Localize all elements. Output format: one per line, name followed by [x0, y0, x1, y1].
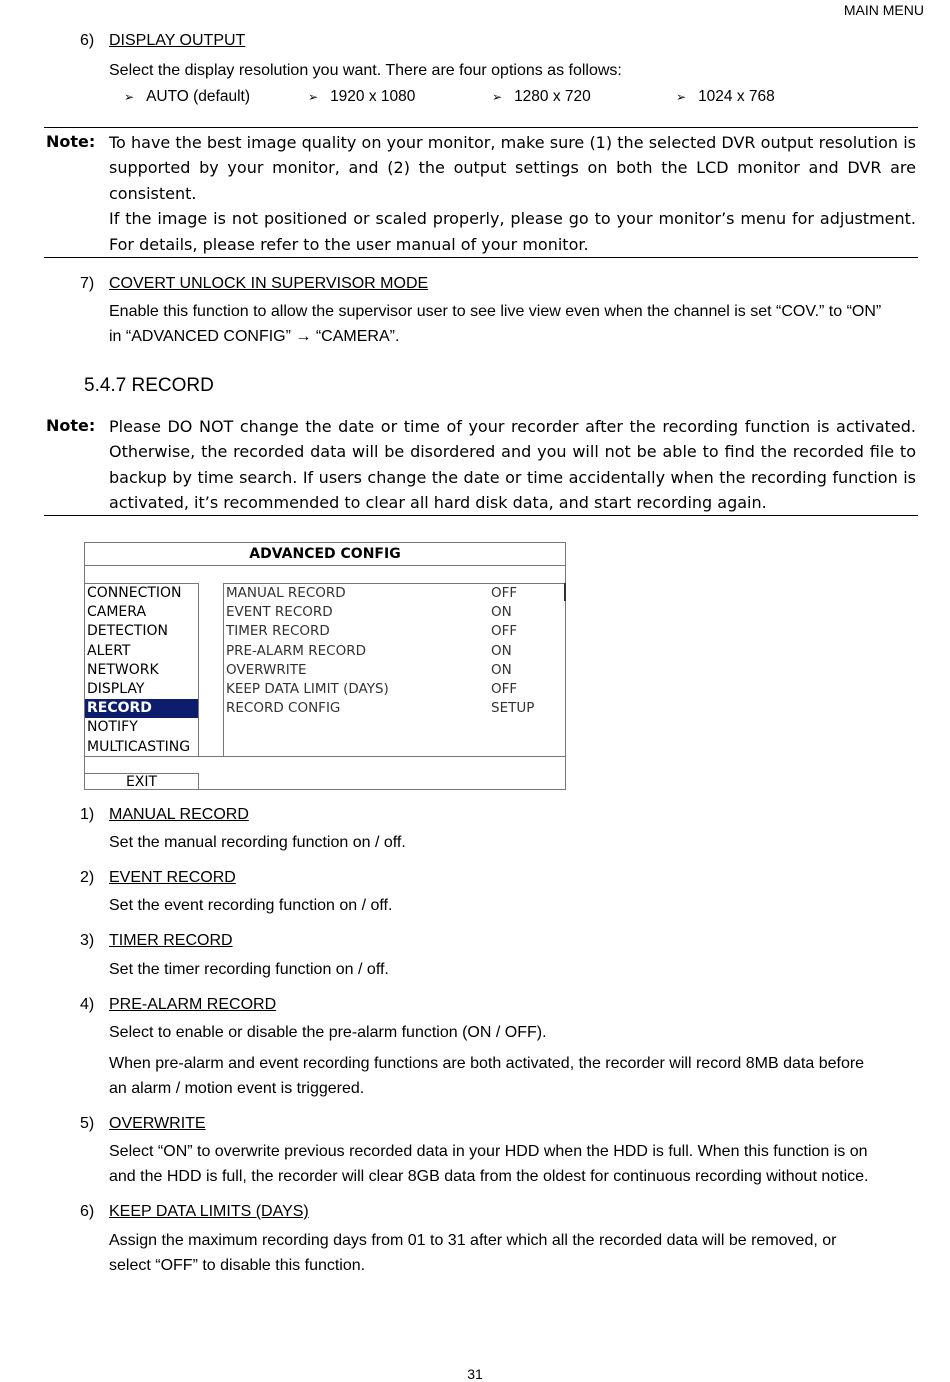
menu-divider	[85, 756, 565, 757]
item-number: 6)	[80, 32, 95, 49]
item-title: TIMER RECORD	[109, 932, 233, 949]
running-header: MAIN MENU	[843, 2, 924, 18]
item-title: KEEP DATA LIMITS (DAYS)	[109, 1203, 309, 1220]
arrow-bullet-icon: ➢	[124, 90, 135, 104]
option-bullet: ➢ AUTO (default)	[124, 88, 251, 105]
setting-row-manual-record[interactable]: MANUAL RECORD OFF	[224, 584, 565, 603]
setting-value[interactable]: SETUP	[491, 700, 535, 717]
menu-category-camera[interactable]: CAMERA	[87, 604, 147, 621]
item-title: COVERT UNLOCK IN SUPERVISOR MODE	[109, 275, 429, 292]
item-description: and the HDD is full, the recorder will clear 8GB data from the oldest for continuous recording without notice.	[109, 1168, 869, 1185]
item-title: OVERWRITE	[109, 1115, 206, 1132]
note-label: Note:	[46, 132, 96, 151]
item-number: 5)	[80, 1115, 95, 1132]
setting-value[interactable]: ON	[491, 661, 512, 678]
setting-value[interactable]: ON	[491, 642, 512, 659]
item-number: 7)	[80, 275, 95, 292]
item-title: DISPLAY OUTPUT	[109, 32, 246, 49]
note-paragraph: If the image is not positioned or scaled properly, please go to your monitor’s menu for adjustment. For details, please refer to the user manual of your monitor.	[109, 209, 916, 254]
setting-value[interactable]: OFF	[491, 680, 518, 697]
item-description: Enable this function to allow the supervisor user to see live view even when the channel is set “COV.” to “ON”	[109, 303, 882, 320]
item-description: Select to enable or disable the pre-alarm function (ON / OFF).	[109, 1024, 547, 1041]
item-description: an alarm / motion event is triggered.	[109, 1080, 365, 1097]
menu-title: ADVANCED CONFIG	[249, 546, 401, 562]
menu-category-list	[85, 583, 199, 757]
item-number: 4)	[80, 996, 95, 1013]
option-bullet: ➢ 1920 x 1080	[308, 88, 416, 105]
setting-row-timer-record[interactable]: TIMER RECORD OFF	[224, 622, 565, 641]
arrow-bullet-icon: ➢	[308, 90, 319, 104]
menu-category-notify[interactable]: NOTIFY	[87, 719, 138, 736]
note-bottom-rule	[44, 257, 918, 258]
note-text: Please DO NOT change the date or time of your recorder after the recording function is activated. Otherwise, the recorded data will be disordered and you will not be able to find the recorded file to backup by time search. If users change the date or time accidentally when the recording function is activated, it’s recommended to clear all hard disk data, and start recording again.	[109, 417, 916, 513]
option-bullet: ➢ 1024 x 768	[676, 88, 775, 105]
menu-category-display[interactable]: DISPLAY	[87, 680, 145, 697]
scrollbar[interactable]	[564, 583, 566, 601]
setting-value[interactable]: OFF	[491, 585, 518, 601]
exit-button[interactable]: EXIT	[85, 773, 199, 789]
arrow-bullet-icon: ➢	[492, 90, 503, 104]
setting-value[interactable]: ON	[491, 604, 512, 621]
item-number: 2)	[80, 869, 95, 886]
item-description: Select the display resolution you want. There are four options as follows:	[109, 62, 622, 79]
item-description: Assign the maximum recording days from 01 to 31 after which all the recorded data will be removed, or	[109, 1232, 837, 1249]
item-description: select “OFF” to disable this function.	[109, 1257, 366, 1274]
item-description: Select “ON” to overwrite previous recorded data in your HDD when the HDD is full. When this function is on	[109, 1143, 868, 1160]
arrow-bullet-icon: ➢	[676, 90, 687, 104]
setting-row-event-record[interactable]: EVENT RECORD ON	[224, 603, 565, 622]
advanced-config-menu	[84, 542, 566, 790]
setting-row-record-config[interactable]: RECORD CONFIG SETUP	[224, 699, 565, 718]
note-label: Note:	[46, 416, 96, 435]
page-number: 31	[467, 1366, 483, 1382]
item-title: MANUAL RECORD	[109, 806, 249, 823]
note-text	[109, 130, 916, 257]
menu-category-alert[interactable]: ALERT	[87, 642, 131, 659]
item-number: 6)	[80, 1203, 95, 1220]
note-bottom-rule	[44, 515, 918, 516]
menu-category-detection[interactable]: DETECTION	[87, 623, 168, 640]
option-bullet: ➢ 1280 x 720	[492, 88, 591, 105]
item-title: EVENT RECORD	[109, 869, 236, 886]
item-description: When pre-alarm and event recording functions are both activated, the recorder will record 8MB data before	[109, 1055, 865, 1072]
item-title: PRE-ALARM RECORD	[109, 996, 277, 1013]
setting-row-pre-alarm-record[interactable]: PRE-ALARM RECORD ON	[224, 642, 565, 661]
item-description: Set the manual recording function on / off.	[109, 834, 406, 851]
setting-row-keep-data-limit[interactable]: KEEP DATA LIMIT (DAYS) OFF	[224, 680, 565, 699]
item-description: in “ADVANCED CONFIG” → “CAMERA”.	[109, 328, 400, 345]
item-number: 3)	[80, 932, 95, 949]
menu-category-record[interactable]: RECORD	[85, 699, 198, 718]
menu-category-connection[interactable]: CONNECTION	[87, 585, 182, 601]
section-heading: 5.4.7 RECORD	[84, 375, 214, 396]
setting-row-overwrite[interactable]: OVERWRITE ON	[224, 661, 565, 680]
note-top-rule	[44, 127, 918, 128]
setting-value[interactable]: OFF	[491, 623, 518, 640]
menu-settings-list	[223, 583, 565, 757]
menu-divider	[85, 565, 565, 566]
item-description: Set the event recording function on / off.	[109, 897, 393, 914]
menu-category-multicasting[interactable]: MULTICASTING	[87, 738, 191, 755]
item-number: 1)	[80, 806, 95, 823]
note-paragraph: To have the best image quality on your monitor, make sure (1) the selected DVR output resolution is supported by your monitor, and (2) the output settings on both the LCD monitor and DVR are consistent.	[109, 133, 916, 203]
item-description: Set the timer recording function on / off.	[109, 961, 389, 978]
menu-category-network[interactable]: NETWORK	[87, 661, 159, 678]
